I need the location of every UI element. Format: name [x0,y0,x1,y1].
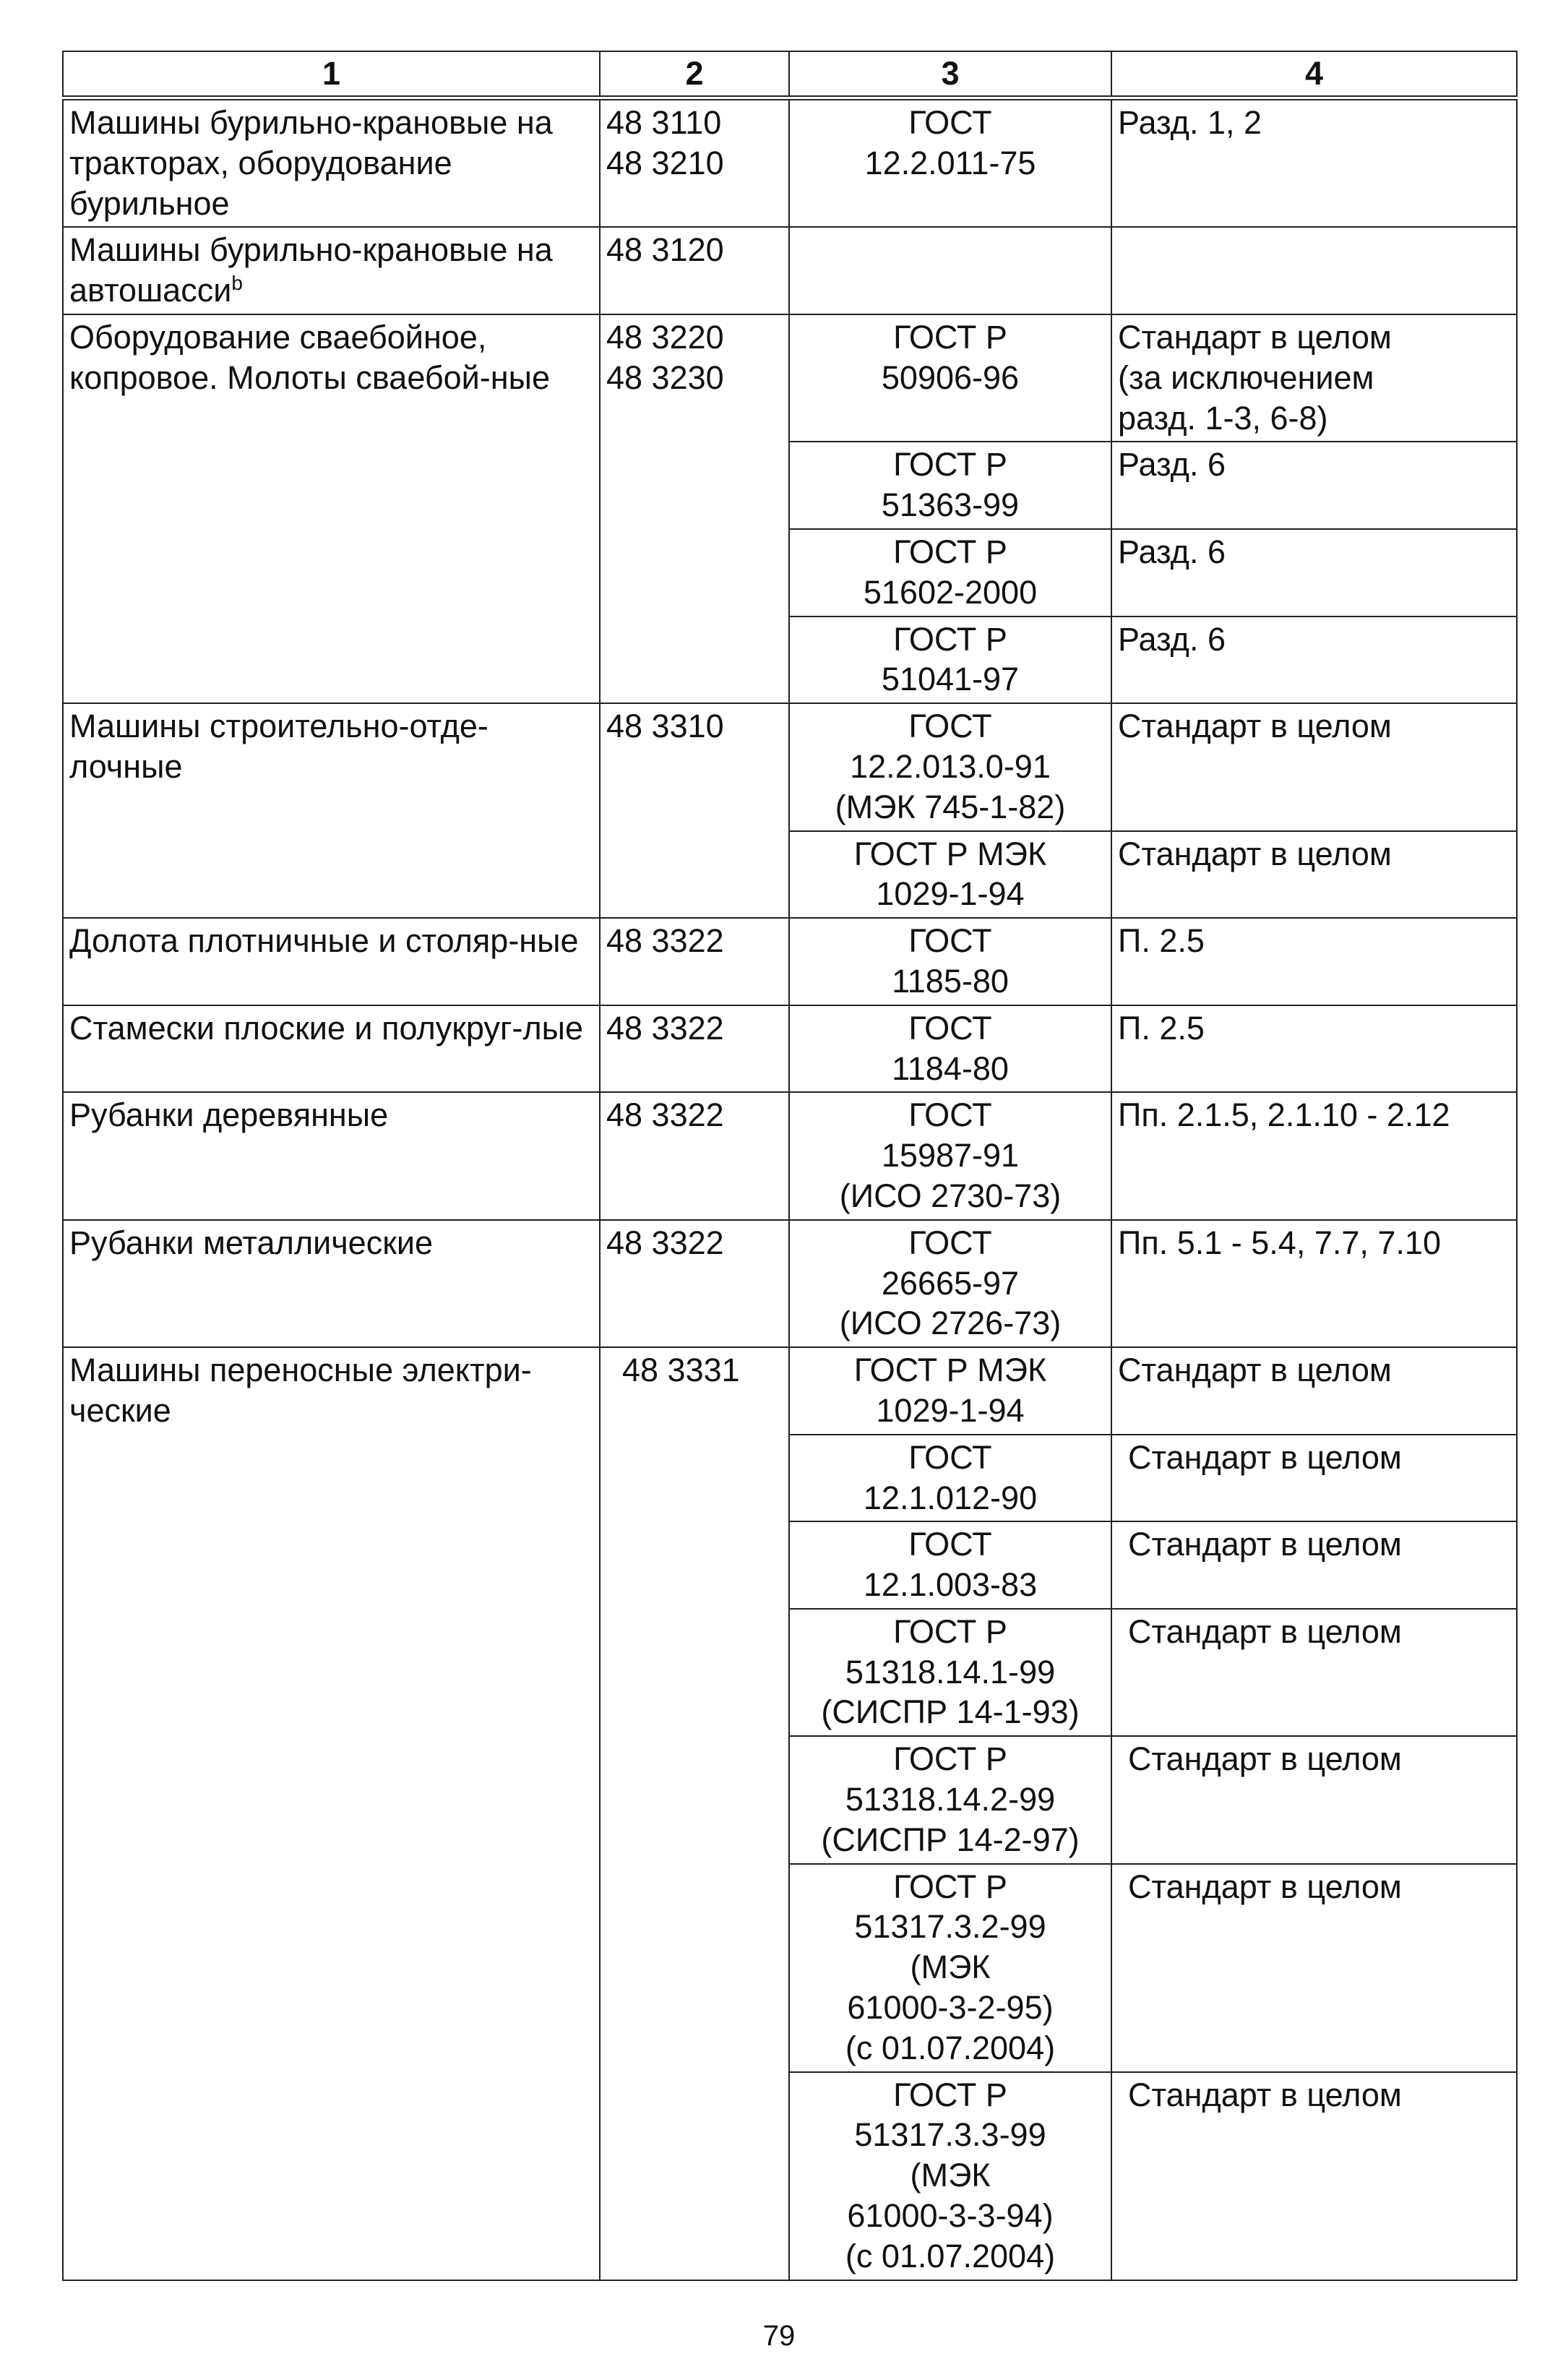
product-code-cell: 48 3110 48 3210 [600,98,789,228]
header-col-4: 4 [1111,51,1517,98]
product-code-cell: 48 3322 [600,918,789,1005]
standard-cell: ГОСТ 15987-91 (ИСО 2730-73) [789,1092,1111,1219]
page-number: 79 [762,2320,796,2352]
product-code-cell: 48 3220 48 3230 [600,314,789,703]
section-cell: Стандарт в целом [1111,1736,1517,1863]
section-cell: Стандарт в целом [1111,703,1517,830]
product-name-cell: Долота плотничные и столяр-ные [63,918,600,1005]
standard-cell: ГОСТ 12.2.011-75 [789,98,1111,228]
header-col-1: 1 [63,51,600,98]
product-name-cell: Машины переносные электри-ческие [63,1347,600,2280]
standard-cell: ГОСТ Р 51602-2000 [789,529,1111,617]
standard-cell [789,227,1111,314]
standard-cell: ГОСТ Р 51318.14.1-99 (СИСПР 14-1-93) [789,1609,1111,1736]
footnote-marker: b [231,272,243,295]
section-cell: Стандарт в целом [1111,2072,1517,2280]
product-code-cell: 48 3331 [600,1347,789,2280]
standard-cell: ГОСТ Р 51363-99 [789,442,1111,529]
standard-cell: ГОСТ 26665-97 (ИСО 2726-73) [789,1220,1111,1347]
product-code-cell: 48 3310 [600,703,789,918]
product-name-cell [63,227,600,314]
product-code-cell: 48 3322 [600,1092,789,1219]
standard-cell: ГОСТ 12.1.012-90 [789,1435,1111,1522]
standard-cell: ГОСТ Р 51318.14.2-99 (СИСПР 14-2-97) [789,1736,1111,1863]
product-code-cell: 48 3322 [600,1220,789,1347]
section-cell: Стандарт в целом [1111,1609,1517,1736]
standard-cell: ГОСТ Р 51317.3.2-99 (МЭК 61000-3-2-95) (с 01.07.2004) [789,1864,1111,2072]
standard-cell: ГОСТ 12.2.013.0-91 (МЭК 745-1-82) [789,703,1111,830]
product-name-cell: Машины строительно-отде-лочные [63,703,600,918]
standard-cell: ГОСТ Р МЭК 1029-1-94 [789,1347,1111,1435]
header-col-2: 2 [600,51,789,98]
section-cell: Стандарт в целом [1111,1347,1517,1435]
table-row [63,918,1517,1005]
section-cell: Стандарт в целом [1111,831,1517,919]
section-cell: П. 2.5 [1111,918,1517,1005]
product-name-text: Машины бурильно-крановые на автошасси [69,231,553,309]
section-cell: Стандарт в целом [1111,1864,1517,2072]
section-cell: Пп. 2.1.5, 2.1.10 - 2.12 [1111,1092,1517,1219]
header-col-3: 3 [789,51,1111,98]
standards-table [62,51,1518,2281]
table-row [63,1005,1517,1093]
table-row [63,98,1517,228]
section-cell: Разд. 1, 2 [1111,98,1517,228]
standard-cell: ГОСТ 1184-80 [789,1005,1111,1093]
header-row [63,51,1517,98]
section-cell: Стандарт в целом [1111,1521,1517,1609]
product-name-cell: Машины бурильно-крановые на тракторах, оборудование бурильное [63,98,600,228]
standard-cell: ГОСТ Р МЭК 1029-1-94 [789,831,1111,919]
standard-cell: ГОСТ 1185-80 [789,918,1111,1005]
section-cell: Пп. 5.1 - 5.4, 7.7, 7.10 [1111,1220,1517,1347]
product-name-cell: Рубанки деревянные [63,1092,600,1219]
product-code-cell: 48 3120 [600,227,789,314]
table-row [63,1092,1517,1219]
product-code-cell: 48 3322 [600,1005,789,1093]
product-name-cell: Стамески плоские и полукруг-лые [63,1005,600,1093]
standard-cell: ГОСТ Р 51041-97 [789,617,1111,704]
table-row [63,703,1517,830]
product-name-cell: Рубанки металлические [63,1220,600,1347]
section-cell: Разд. 6 [1111,529,1517,617]
table-row [63,227,1517,314]
table-row [63,1347,1517,1435]
standard-cell: ГОСТ Р 51317.3.3-99 (МЭК 61000-3-3-94) (с 01.07.2004) [789,2072,1111,2280]
section-cell [1111,227,1517,314]
section-cell: Стандарт в целом [1111,1435,1517,1522]
standard-cell: ГОСТ Р 50906-96 [789,314,1111,442]
table-row [63,1220,1517,1347]
product-name-cell: Оборудование сваебойное, копровое. Молоты сваебой-ные [63,314,600,703]
section-cell: П. 2.5 [1111,1005,1517,1093]
table-row [63,314,1517,442]
section-cell: Стандарт в целом (за исключением разд. 1-3, 6-8) [1111,314,1517,442]
standard-cell: ГОСТ 12.1.003-83 [789,1521,1111,1609]
section-cell: Разд. 6 [1111,442,1517,529]
section-cell: Разд. 6 [1111,617,1517,704]
